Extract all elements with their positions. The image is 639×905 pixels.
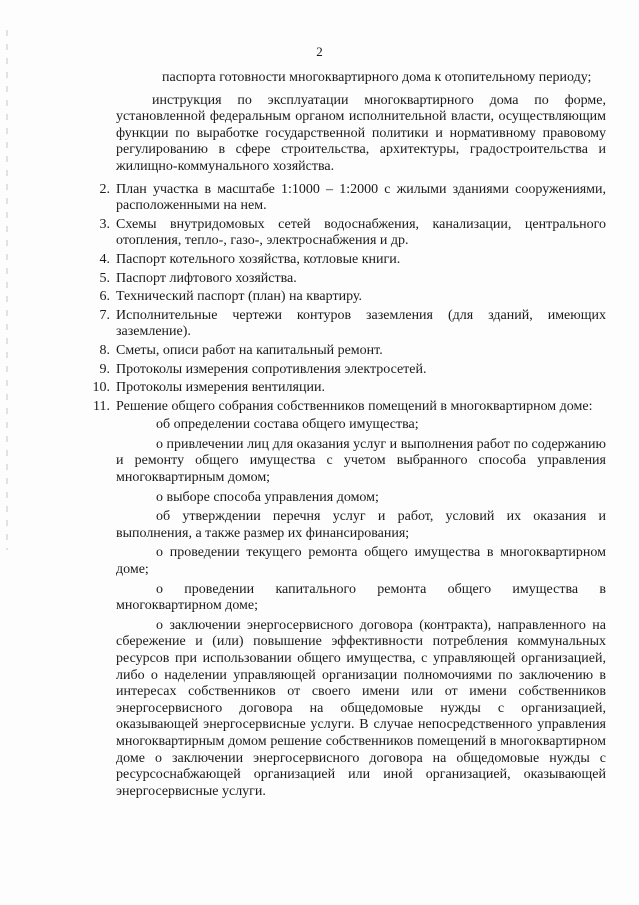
list-item bbox=[99, 216, 606, 250]
sub-item: о заключении энергосервисного договора (контракта), направленного на сбережение и (или) повышение эффективности потребления коммунальных ресурсов при использовании общего имущества, с управляющей организацией, либо о наделении управляющей организации полномочиями по заключению в интересах собственников от своего имени или от имени собственников энергосервисного договора на общедомовые нужды с организацией, оказывающей энергосервисные услуги. В случае непосредственного управления многоквартирным домом решение собственников помещений в многоквартирном доме о заключении энергосервисного договора на общедомовые нужды с ресурсоснабжающей организацией или иной организацией, оказывающей энергосервисные услуги. bbox=[116, 617, 606, 799]
decision-subitems bbox=[116, 417, 606, 800]
item-text: Схемы внутридомовых сетей водоснабжения, канализации, центрального отопления, тепло-, газо-, электроснабжения и др. bbox=[116, 216, 606, 249]
item-number: 8. bbox=[99, 342, 110, 358]
item-text: Исполнительные чертежи контуров заземления (для зданий, имеющих заземление). bbox=[116, 307, 606, 340]
numbered-list bbox=[92, 181, 606, 416]
list-item bbox=[99, 307, 606, 341]
intro-paragraph-1: паспорта готовности многоквартирного дома к отопительному периоду; bbox=[162, 70, 592, 85]
list-item bbox=[92, 380, 606, 397]
list-item bbox=[99, 289, 606, 306]
sub-item: о проведении текущего ремонта общего имущества в многоквартирном доме; bbox=[116, 545, 606, 578]
sub-item: об утверждении перечня услуг и работ, условий их оказания и выполнения, а также размер их финансирования; bbox=[116, 509, 606, 541]
item-text: Паспорт лифтового хозяйства. bbox=[116, 270, 297, 286]
item-text: Решение общего собрания собственников помещений в многоквартирном доме: bbox=[116, 398, 593, 414]
item-number: 2. bbox=[99, 181, 110, 197]
list-item bbox=[99, 181, 606, 215]
sub-item: об определении состава общего имущества; bbox=[156, 417, 419, 433]
item-number: 9. bbox=[99, 361, 110, 377]
sub-item: о проведении капитального ремонта общего имущества в многоквартирном доме; bbox=[116, 581, 606, 614]
sub-item: о выборе способа управления домом; bbox=[156, 489, 379, 505]
item-number: 7. bbox=[99, 307, 110, 323]
item-number: 4. bbox=[99, 251, 110, 267]
list-item bbox=[99, 361, 606, 379]
sub-item: о привлечении лиц для оказания услуг и выполнения работ по содержанию и ремонту общего имущества с учетом выбранного способа управления многоквартирным домом; bbox=[116, 436, 606, 486]
item-text: Сметы, описи работ на капитальный ремонт. bbox=[116, 342, 383, 358]
item-number: 3. bbox=[99, 216, 110, 232]
list-item bbox=[99, 270, 606, 288]
document-body bbox=[92, 70, 606, 803]
list-item bbox=[93, 398, 606, 416]
item-number: 5. bbox=[99, 270, 110, 286]
item-text: Технический паспорт (план) на квартиру. bbox=[116, 289, 362, 305]
item-text: План участка в масштабе 1:1000 – 1:2000 с жилыми зданиями сооружениями, расположенными на нем. bbox=[116, 181, 606, 214]
binding-marks bbox=[6, 30, 8, 550]
item-text: Протоколы измерения сопротивления электросетей. bbox=[116, 361, 427, 377]
page-number: 2 bbox=[316, 44, 323, 59]
intro-paragraph-2: инструкция по эксплуатации многоквартирного дома по форме, установленной федеральным органом исполнительной власти, осуществляющим функции по выработке государственной политики и нормативному правовому регулированию в сфере строительства, архитектуры, градостроительства и жилищно-коммунального хозяйства. bbox=[116, 92, 606, 174]
item-text: Протоколы измерения вентиляции. bbox=[116, 380, 325, 396]
item-number: 11. bbox=[93, 398, 110, 414]
list-item bbox=[99, 251, 606, 269]
item-number: 10. bbox=[92, 380, 110, 396]
item-number: 6. bbox=[99, 289, 110, 305]
item-text: Паспорт котельного хозяйства, котловые книги. bbox=[116, 251, 401, 267]
list-item bbox=[99, 342, 606, 360]
